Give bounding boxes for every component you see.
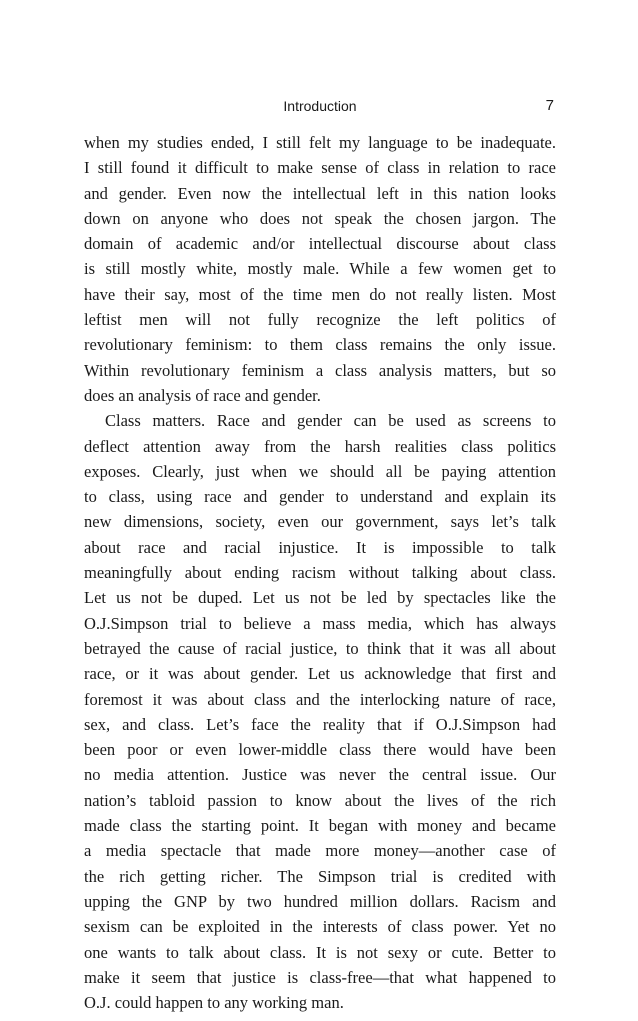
text-line: Class matters. Race and gender can be used as screens to	[105, 411, 556, 431]
text-line: I still found it difficult to make sense of class in relation to race	[84, 158, 556, 178]
page-number: 7	[545, 97, 554, 114]
text-line: leftist men will not fully recognize the left politics of	[84, 310, 556, 330]
text-line: down on anyone who does not speak the chosen jargon. The	[84, 208, 556, 228]
text-line: make it seem that justice is class-free—that what happened to	[84, 967, 556, 987]
text-line: is still mostly white, mostly male. While a few women get to	[84, 259, 556, 279]
text-line: sexism can be exploited in the interests of class power. Yet no	[84, 917, 556, 937]
running-head: Introduction	[283, 98, 357, 114]
text-line: Within revolutionary feminism a class analysis matters, but so	[84, 360, 556, 380]
paragraph-2	[84, 408, 556, 1015]
text-line: new dimensions, society, even our government, says let’s talk	[84, 512, 556, 532]
text-line: Let us not be duped. Let us not be led by spectacles like the	[84, 588, 556, 608]
text-line: to class, using race and gender to understand and explain its	[84, 487, 556, 507]
text-line: O.J. could happen to any working man.	[84, 993, 344, 1013]
text-line: sex, and class. Let’s face the reality that if O.J.Simpson had	[84, 714, 556, 734]
text-line: deflect attention away from the harsh realities class politics	[84, 436, 556, 456]
text-line: made class the starting point. It began with money and became	[84, 816, 556, 836]
text-line: no media attention. Justice was never the central issue. Our	[84, 765, 556, 785]
text-line: a media spectacle that made more money—another case of	[84, 841, 556, 861]
text-line: nation’s tabloid passion to know about the lives of the rich	[84, 790, 556, 810]
text-line: does an analysis of race and gender.	[84, 385, 321, 405]
text-line: about race and racial injustice. It is impossible to talk	[84, 537, 556, 557]
page-header	[84, 96, 556, 116]
body-text	[84, 130, 556, 1015]
text-line: and gender. Even now the intellectual left in this nation looks	[84, 183, 556, 203]
text-line: one wants to talk about class. It is not sexy or cute. Better to	[84, 942, 556, 962]
text-line: when my studies ended, I still felt my language to be inadequate.	[84, 133, 556, 152]
text-line: exposes. Clearly, just when we should all be paying attention	[84, 461, 556, 481]
text-line: O.J.Simpson trial to believe a mass media, which has always	[84, 613, 556, 633]
text-line: have their say, most of the time men do not really listen. Most	[84, 284, 556, 304]
text-line: been poor or even lower-middle class there would have been	[84, 740, 556, 760]
text-line: race, or it was about gender. Let us acknowledge that first and	[84, 664, 556, 684]
text-line: meaningfully about ending racism without talking about class.	[84, 563, 556, 583]
text-line: the rich getting richer. The Simpson trial is credited with	[84, 866, 556, 886]
text-line: domain of academic and/or intellectual discourse about class	[84, 234, 556, 254]
text-line: betrayed the cause of racial justice, to think that it was all about	[84, 638, 556, 658]
paragraph-1	[84, 130, 556, 408]
text-line: revolutionary feminism: to them class remains the only issue.	[84, 335, 556, 355]
text-line: upping the GNP by two hundred million dollars. Racism and	[84, 891, 556, 911]
text-line: foremost it was about class and the interlocking nature of race,	[84, 689, 556, 709]
